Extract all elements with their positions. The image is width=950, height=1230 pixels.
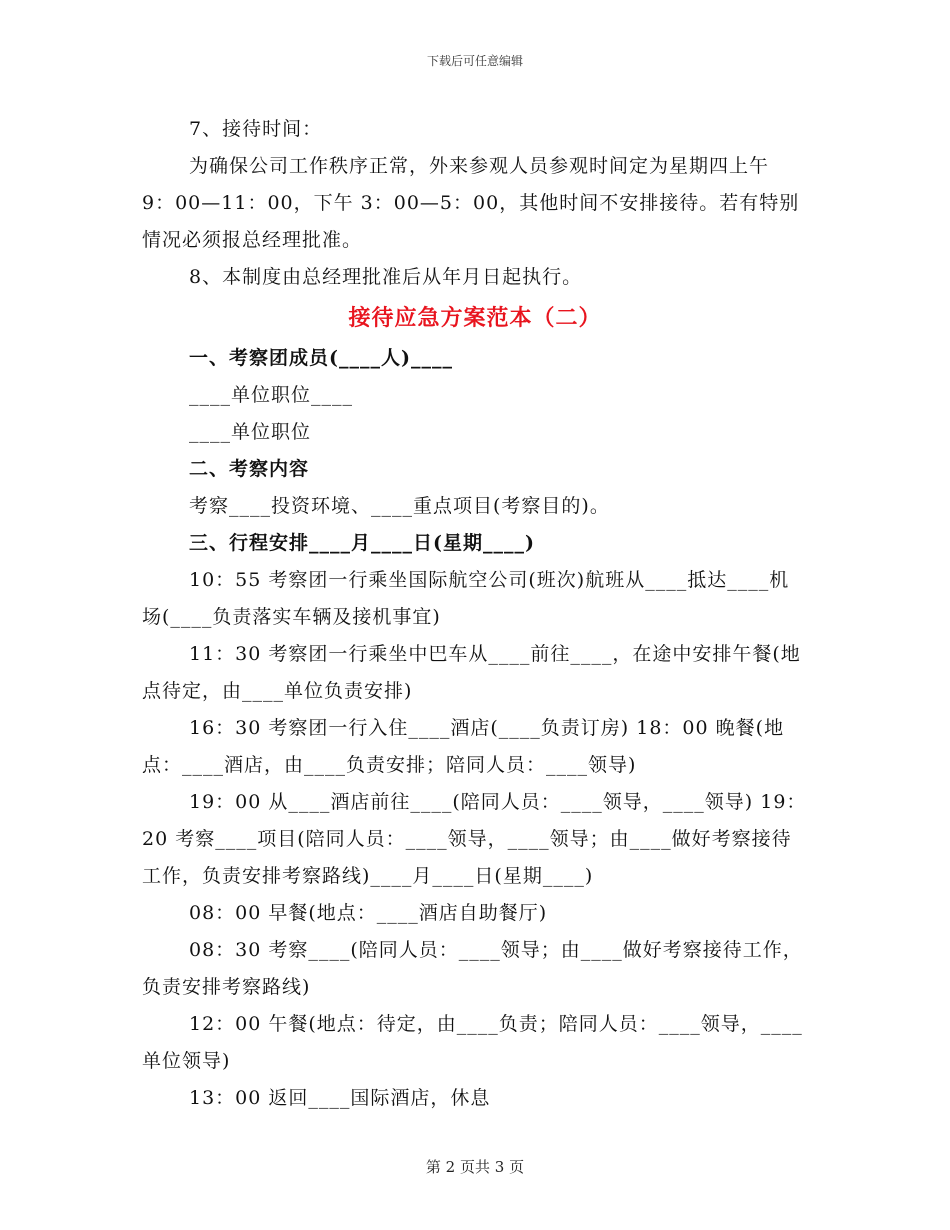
section3-heading: 三、行程安排____月____日(星期____) (189, 532, 535, 554)
schedule-item: 08：30 考察____(陪同人员：____领导；由____做好考察接待工作，负责安排考察路线) (142, 939, 803, 998)
document-body (142, 111, 808, 1117)
section1-line2: ____单位职位 (189, 421, 312, 443)
schedule-item: 19：00 从____酒店前往____(陪同人员：____领导，____领导) 19：20 考察____项目(陪同人员：____领导，____领导；由____做好考察接待工作，负责安排考察路线)____月____日(星期____) (142, 791, 807, 887)
schedule-item: 12：00 午餐(地点：待定，由____负责；陪同人员：____领导，____单位领导) (142, 1013, 803, 1072)
section2-text: 考察____投资环境、____重点项目(考察目的)。 (189, 495, 610, 517)
page-footer: 第 2 页共 3 页 (425, 1158, 525, 1176)
schedule-item: 16：30 考察团一行入住____酒店(____负责订房) 18：00 晚餐(地点：____酒店，由____负责安排；陪同人员：____领导) (142, 717, 785, 776)
schedule-item: 10：55 考察团一行乘坐国际航空公司(班次)航班从____抵达____机场(____负责落实车辆及接机事宜) (142, 569, 790, 628)
schedule-item: 13：00 返回____国际酒店，休息 (189, 1087, 491, 1109)
page-header: 下载后可任意编辑 (426, 54, 523, 68)
section-title: 接待应急方案范本（二） (348, 305, 602, 331)
schedule-item: 08：00 早餐(地点：____酒店自助餐厅) (189, 902, 548, 924)
item7-text: 为确保公司工作秩序正常，外来参观人员参观时间定为星期四上午 9：00—11：00，下午 3：00—5：00，其他时间不安排接待。若有特别情况必须报总经理批准。 (142, 155, 800, 251)
section2-heading: 二、考察内容 (189, 458, 310, 480)
section1-heading: 一、考察团成员(____人)____ (189, 347, 453, 369)
schedule-item: 11：30 考察团一行乘坐中巴车从____前往____，在途中安排午餐(地点待定，由____单位负责安排) (142, 643, 801, 702)
section1-line1: ____单位职位____ (189, 384, 354, 406)
item7-heading: 7、接待时间： (189, 118, 323, 140)
item8-text: 8、本制度由总经理批准后从年月日起执行。 (189, 266, 583, 288)
